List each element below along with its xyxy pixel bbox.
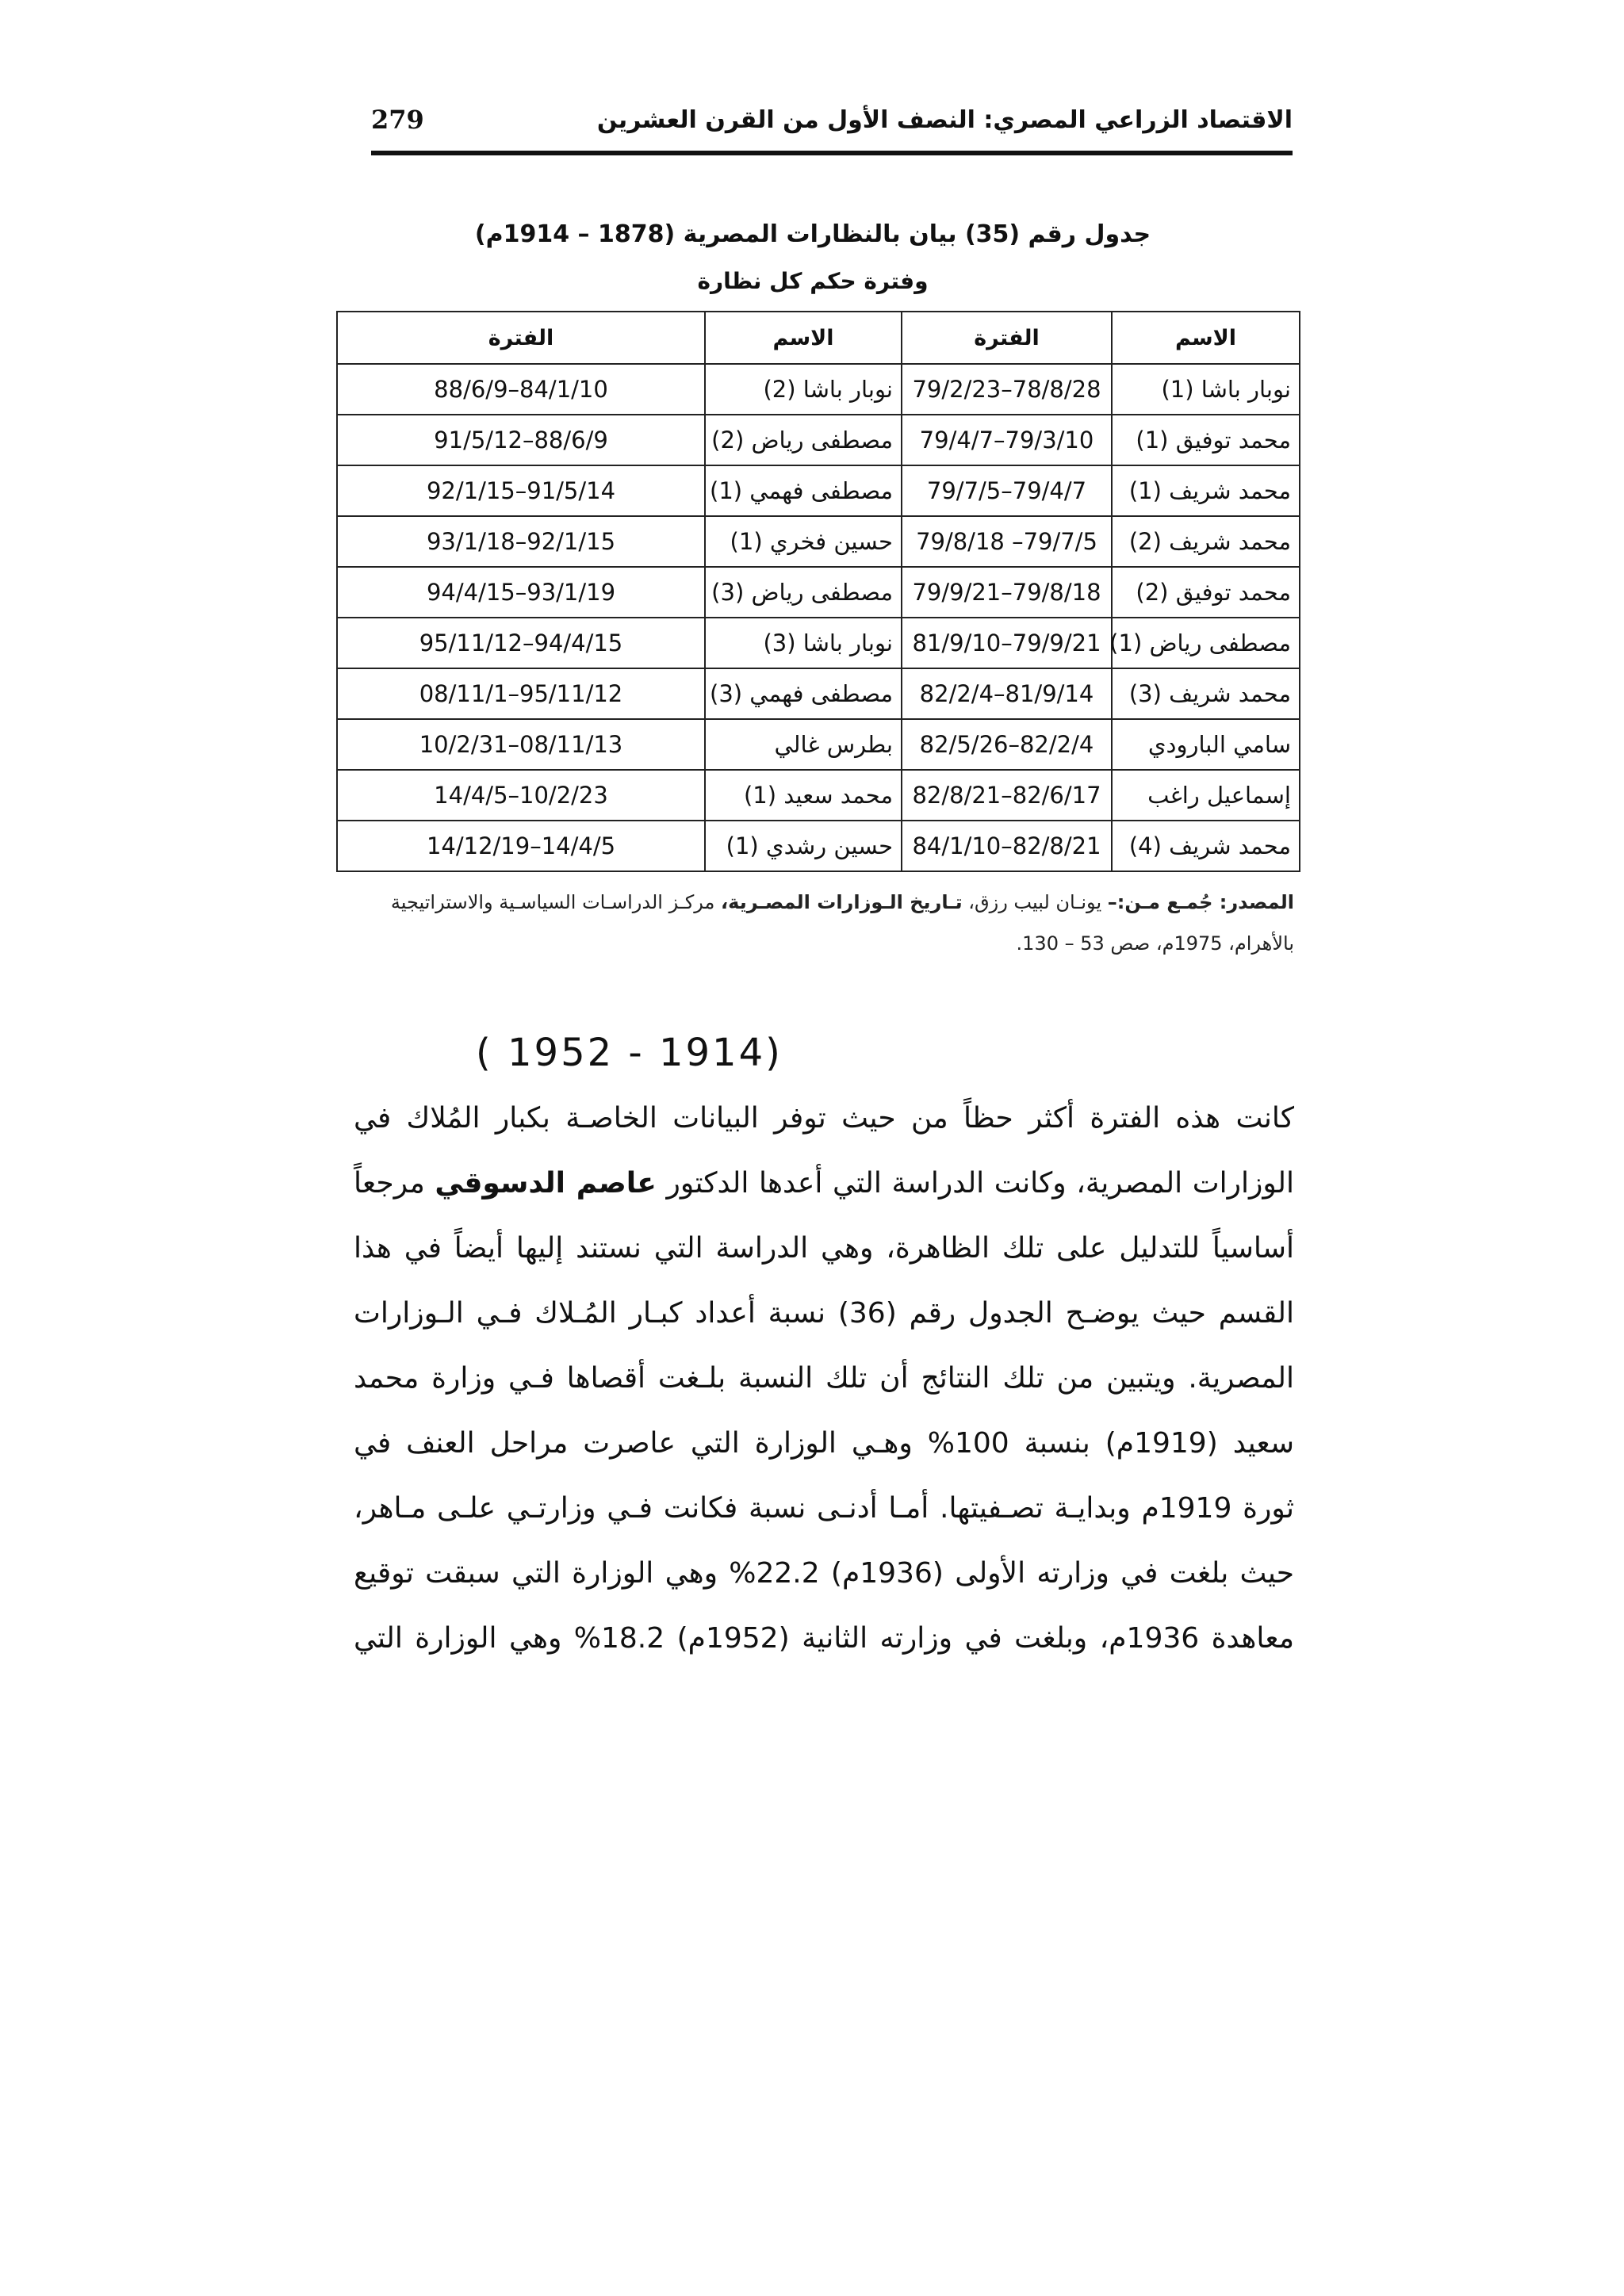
cell-period: 14/12/19–14/4/5 xyxy=(337,821,705,871)
body-line: معاهدة 1936م، وبلغت في وزارته الثانية (1952م) 18.2% وهي الوزارة التي xyxy=(354,1622,1294,1655)
source-label: المصدر: جُمـع مـن:– xyxy=(1107,891,1294,913)
table-source-note xyxy=(355,882,1294,964)
cell-period: 82/2/4–81/9/14 xyxy=(902,668,1112,719)
table-row xyxy=(337,364,1300,415)
cell-period: 79/7/5–79/4/7 xyxy=(902,465,1112,516)
table-row xyxy=(337,465,1300,516)
body-line: كانت هذه الفترة أكثر حظاً من حيث توفر البيانات الخاصـة بكبار المُلاك في xyxy=(354,1102,1294,1135)
table-row xyxy=(337,415,1300,465)
table-header-row xyxy=(337,312,1300,364)
body-line: المصرية. ويتبين من تلك النتائج أن تلك النسبة بلـغت أقصاها فـي وزارة محمد xyxy=(354,1362,1294,1395)
source-line-1 xyxy=(355,882,1294,923)
cell-name: محمد شريف (2) xyxy=(1112,516,1300,567)
table-row xyxy=(337,770,1300,821)
cell-period: 79/8/18 –79/7/5 xyxy=(902,516,1112,567)
body-paragraph xyxy=(354,1086,1294,1671)
cell-name: مصطفى رياض (3) xyxy=(705,567,902,618)
table-row xyxy=(337,719,1300,770)
cell-name: محمد شريف (3) xyxy=(1112,668,1300,719)
table-row xyxy=(337,821,1300,871)
table-row xyxy=(337,567,1300,618)
body-line: القسم حيث يوضـح الجدول رقم (36) نسبة أعداد كبـار المُـلاك فـي الـوزارات xyxy=(354,1297,1295,1330)
cell-name: مصطفى فهمي (1) xyxy=(705,465,902,516)
cell-name: حسين رشدي (1) xyxy=(705,821,902,871)
cell-name: مصطفى رياض (1) xyxy=(1112,618,1300,668)
cell-period: 95/11/12–94/4/15 xyxy=(337,618,705,668)
table-row xyxy=(337,618,1300,668)
cell-name: محمد سعيد (1) xyxy=(705,770,902,821)
cell-period: 82/5/26–82/2/4 xyxy=(902,719,1112,770)
running-header-title: الاقتصاد الزراعي المصري: النصف الأول من القرن العشرين xyxy=(596,106,1293,134)
body-line-text: مرجعاً xyxy=(354,1167,425,1200)
cell-name: حسين فخري (1) xyxy=(705,516,902,567)
cell-name: سامي البارودي xyxy=(1112,719,1300,770)
cell-period: 93/1/18–92/1/15 xyxy=(337,516,705,567)
table-caption: جدول رقم (35) بيان بالنظارات المصرية (1878 – 1914م) xyxy=(474,220,1151,248)
header-name-1: الاسم xyxy=(1112,312,1300,364)
body-line-text: الوزارات المصرية، وكانت الدراسة التي أعدها الدكتور xyxy=(666,1167,1294,1200)
source-publisher: مركـز الدراسـات السياسـية والاستراتيجية xyxy=(390,891,715,913)
running-header xyxy=(371,101,1293,155)
cell-name: محمد شريف (4) xyxy=(1112,821,1300,871)
table-row xyxy=(337,516,1300,567)
cell-period: 10/2/31–08/11/13 xyxy=(337,719,705,770)
cell-name: نوبار باشا (1) xyxy=(1112,364,1300,415)
cell-period: 81/9/10–79/9/21 xyxy=(902,618,1112,668)
cell-period: 92/1/15–91/5/14 xyxy=(337,465,705,516)
cell-name: محمد توفيق (2) xyxy=(1112,567,1300,618)
cell-name: محمد توفيق (1) xyxy=(1112,415,1300,465)
body-line: حيث بلغت في وزارته الأولى (1936م) 22.2% وهي الوزارة التي سبقت توقيع xyxy=(354,1557,1295,1590)
cell-period: 14/4/5–10/2/23 xyxy=(337,770,705,821)
body-line: أساسياً للتدليل على تلك الظاهرة، وهي الدراسة التي نستند إليها أيضاً في هذا xyxy=(354,1232,1294,1265)
cell-name: إسماعيل راغب xyxy=(1112,770,1300,821)
header-period-1: الفترة xyxy=(902,312,1112,364)
body-line: سعيد (1919م) بنسبة 100% وهـي الوزارة التي عاصرت مراحل العنف في xyxy=(354,1427,1294,1460)
cell-period: 79/4/7–79/3/10 xyxy=(902,415,1112,465)
body-line xyxy=(354,1151,1294,1216)
section-heading: ( 1952 - 1914) xyxy=(476,1031,783,1075)
body-line: ثورة 1919م وبدايـة تصـفيتها. أمـا أدنـى نسبة فكانت فـي وزارتـي علـى مـاهر، xyxy=(354,1492,1294,1525)
header-period-2: الفترة xyxy=(337,312,705,364)
source-book-title: تـاريخ الـوزارات المصـرية، xyxy=(721,891,963,913)
cell-name: مصطفى رياض (2) xyxy=(705,415,902,465)
cell-period: 08/11/1–95/11/12 xyxy=(337,668,705,719)
cell-name: بطرس غالي xyxy=(705,719,902,770)
cell-name: نوبار باشا (3) xyxy=(705,618,902,668)
cell-period: 79/9/21–79/8/18 xyxy=(902,567,1112,618)
cell-period: 82/8/21–82/6/17 xyxy=(902,770,1112,821)
cell-name: مصطفى فهمي (3) xyxy=(705,668,902,719)
cell-period: 84/1/10–82/8/21 xyxy=(902,821,1112,871)
cell-period: 91/5/12–88/6/9 xyxy=(337,415,705,465)
author-name: عاصم الدسوقي xyxy=(435,1167,657,1200)
table-subcaption: وفترة حكم كل نظارة xyxy=(697,268,929,294)
page-number: 279 xyxy=(371,105,424,135)
cell-period: 94/4/15–93/1/19 xyxy=(337,567,705,618)
source-author: يونـان لبيب رزق، xyxy=(968,891,1102,913)
cabinets-table xyxy=(336,311,1300,872)
cell-name: نوبار باشا (2) xyxy=(705,364,902,415)
table-row xyxy=(337,668,1300,719)
source-line-2: بالأهرام، 1975م، صص 53 – 130. xyxy=(1016,932,1294,955)
cell-period: 79/2/23–78/8/28 xyxy=(902,364,1112,415)
header-name-2: الاسم xyxy=(705,312,902,364)
cell-name: محمد شريف (1) xyxy=(1112,465,1300,516)
cell-period: 88/6/9–84/1/10 xyxy=(337,364,705,415)
